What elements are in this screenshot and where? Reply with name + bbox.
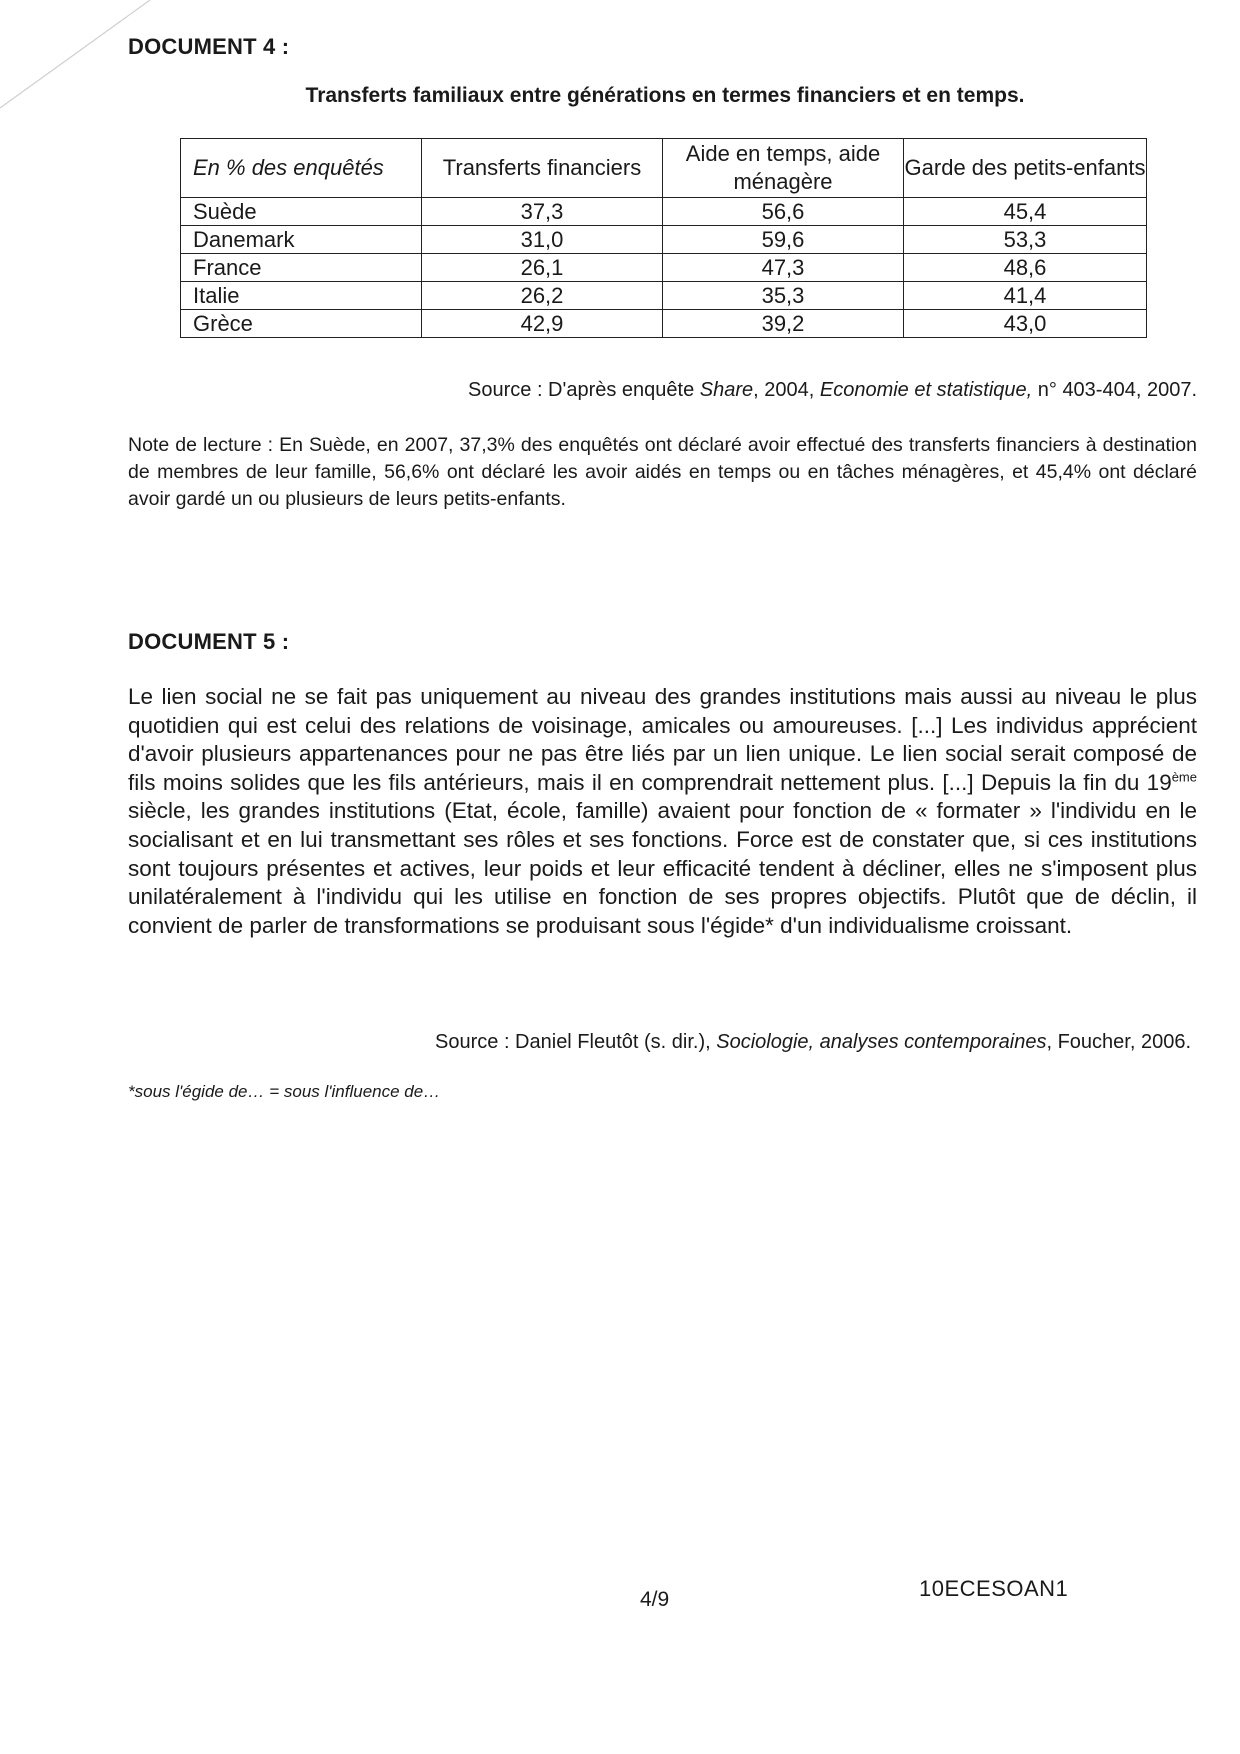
value-cell: 42,9	[422, 310, 663, 338]
text-part-1: Le lien social ne se fait pas uniquement au niveau des grandes institutions mais aussi au niveau le plus quotidien qui est celui des relations de voisinage, amicales ou amoureuses. [...] Les individus apprécient d'avoir plusieurs appartenances pour ne pas être liés par un lien unique. Le lien social serait composé de fils moins solides que les fils antérieurs, mais il en comprendrait nettement plus. [...] Depuis la fin du 19	[128, 684, 1197, 795]
document-5-heading: DOCUMENT 5 :	[128, 629, 290, 654]
value-cell: 56,6	[663, 198, 904, 226]
source-book-title: Sociologie, analyses contemporaines	[716, 1031, 1047, 1053]
country-cell: Grèce	[181, 310, 422, 338]
table-row	[181, 198, 1147, 226]
value-cell: 43,0	[904, 310, 1147, 338]
document-4-source	[468, 379, 1197, 402]
reading-note: Note de lecture : En Suède, en 2007, 37,3% des enquêtés ont déclaré avoir effectué des transferts financiers à destination de membres de leur famille, 56,6% ont déclaré les avoir aidés en temps ou en tâches ménagères, et 45,4% ont déclaré avoir gardé un ou plusieurs de leurs petits-enfants.	[128, 434, 1197, 510]
table-header-row	[181, 139, 1147, 198]
country-cell: Suède	[181, 198, 422, 226]
source-survey-name: Share	[699, 379, 754, 401]
table-row	[181, 310, 1147, 338]
value-cell: 59,6	[663, 226, 904, 254]
table-corner-label: En % des enquêtés	[181, 139, 422, 198]
value-cell: 41,4	[904, 282, 1147, 310]
country-cell: France	[181, 254, 422, 282]
value-cell: 26,2	[422, 282, 663, 310]
document-4-heading: DOCUMENT 4 :	[128, 34, 290, 59]
document-5-text	[128, 683, 1197, 940]
source-suffix: n° 403-404, 2007.	[1032, 379, 1197, 401]
table-title: Transferts familiaux entre générations en termes financiers et en temps.	[305, 84, 1025, 107]
value-cell: 53,3	[904, 226, 1147, 254]
source-publication: Economie et statistique,	[819, 379, 1033, 401]
value-cell: 47,3	[663, 254, 904, 282]
value-cell: 39,2	[663, 310, 904, 338]
source-middle: , 2004,	[753, 379, 820, 401]
value-cell: 31,0	[422, 226, 663, 254]
value-cell: 48,6	[904, 254, 1147, 282]
text-part-2: siècle, les grandes institutions (Etat, école, famille) avaient pour fonction de « formater » l'individu en le socialisant et en lui transmettant ses rôles et ses fonctions. Force est de constater que, si ces institutions sont toujours présentes et actives, leur poids et leur efficacité tendent à décliner, elles ne s'imposent plus unilatéralement à l'individu qui les utilise en fonction de ses propres objectifs. Plutôt que de déclin, il convient de parler de transformations se produisant sous l'égide* d'un individualisme croissant.	[128, 798, 1197, 938]
country-cell: Danemark	[181, 226, 422, 254]
document-code: 10ECESOAN1	[919, 1576, 1069, 1601]
footnote: *sous l'égide de… = sous l'influence de…	[128, 1082, 441, 1101]
source-prefix: Source : D'après enquête	[468, 379, 700, 401]
transfers-table	[180, 138, 1147, 338]
source-prefix: Source : Daniel Fleutôt (s. dir.),	[435, 1031, 717, 1053]
value-cell: 37,3	[422, 198, 663, 226]
value-cell: 35,3	[663, 282, 904, 310]
column-header: Garde des petits-enfants	[904, 139, 1147, 198]
table-row	[181, 282, 1147, 310]
column-header: Aide en temps, aide ménagère	[663, 139, 904, 198]
table-row	[181, 254, 1147, 282]
superscript: ème	[1171, 769, 1197, 785]
column-header: Transferts financiers	[422, 139, 663, 198]
value-cell: 45,4	[904, 198, 1147, 226]
document-5-source	[435, 1031, 1191, 1054]
country-cell: Italie	[181, 282, 422, 310]
value-cell: 26,1	[422, 254, 663, 282]
source-suffix: , Foucher, 2006.	[1046, 1031, 1191, 1053]
table-row	[181, 226, 1147, 254]
page-number: 4/9	[640, 1588, 670, 1611]
